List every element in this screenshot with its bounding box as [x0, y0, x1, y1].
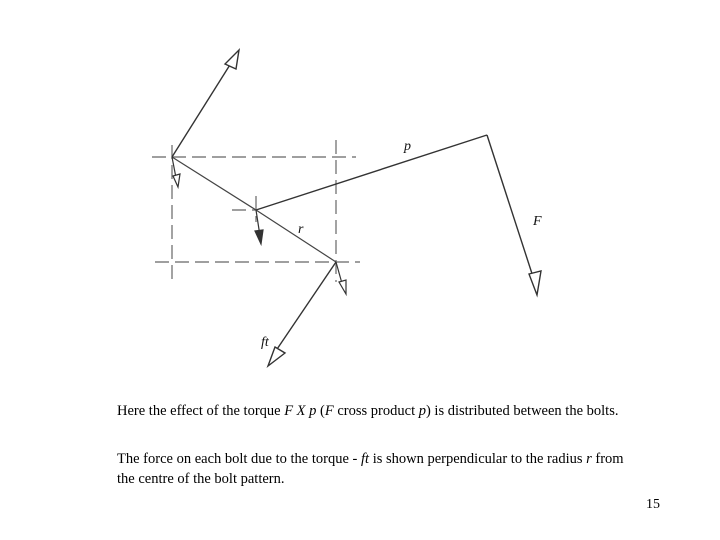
ft-top-left-arrowhead — [225, 50, 239, 69]
lever-and-force — [256, 135, 541, 295]
force-F-line — [487, 135, 536, 286]
small-arrow-center-head — [255, 230, 263, 244]
caption-italic: ft — [361, 451, 370, 467]
label-ft: ft — [261, 335, 269, 350]
caption-text: ) is distributed between the bolts. — [425, 403, 619, 419]
force-F-arrowhead — [529, 271, 541, 295]
small-force-arrows — [172, 157, 346, 294]
caption-text: ( — [316, 403, 325, 419]
label-F: F — [533, 214, 542, 229]
caption-text: Here the effect of the torque — [117, 403, 285, 419]
ft-top-left — [172, 50, 239, 157]
arm-p-line — [256, 135, 487, 210]
ft-bottom-right — [268, 262, 336, 366]
page-number: 15 — [646, 497, 660, 512]
caption-text: is shown perpendicular to the radius — [369, 451, 587, 467]
radius-to-top-left-bolt — [172, 157, 256, 210]
radius-r-to-bottom-right-bolt — [256, 210, 336, 262]
caption-italic: r — [586, 451, 592, 467]
ft-bottom-right-arrowhead — [268, 347, 285, 366]
ft-bottom-right-line — [271, 262, 336, 358]
caption-paragraph-2 — [117, 449, 637, 489]
caption-paragraph-1 — [117, 401, 637, 421]
small-arrow-bottom-right-head — [339, 280, 346, 294]
caption-text: cross product — [333, 403, 419, 419]
small-arrow-top-left-head — [173, 174, 180, 187]
ft-top-left-line — [172, 60, 233, 157]
caption-text: The force on each bolt due to the torque - — [117, 451, 361, 467]
caption-italic: F X p — [284, 403, 317, 419]
label-r: r — [298, 222, 304, 237]
caption-italic: F — [324, 403, 334, 419]
caption-italic: p — [418, 403, 426, 419]
caption-text: from the centre of the bolt pattern. — [117, 451, 624, 487]
label-p: p — [404, 139, 411, 154]
